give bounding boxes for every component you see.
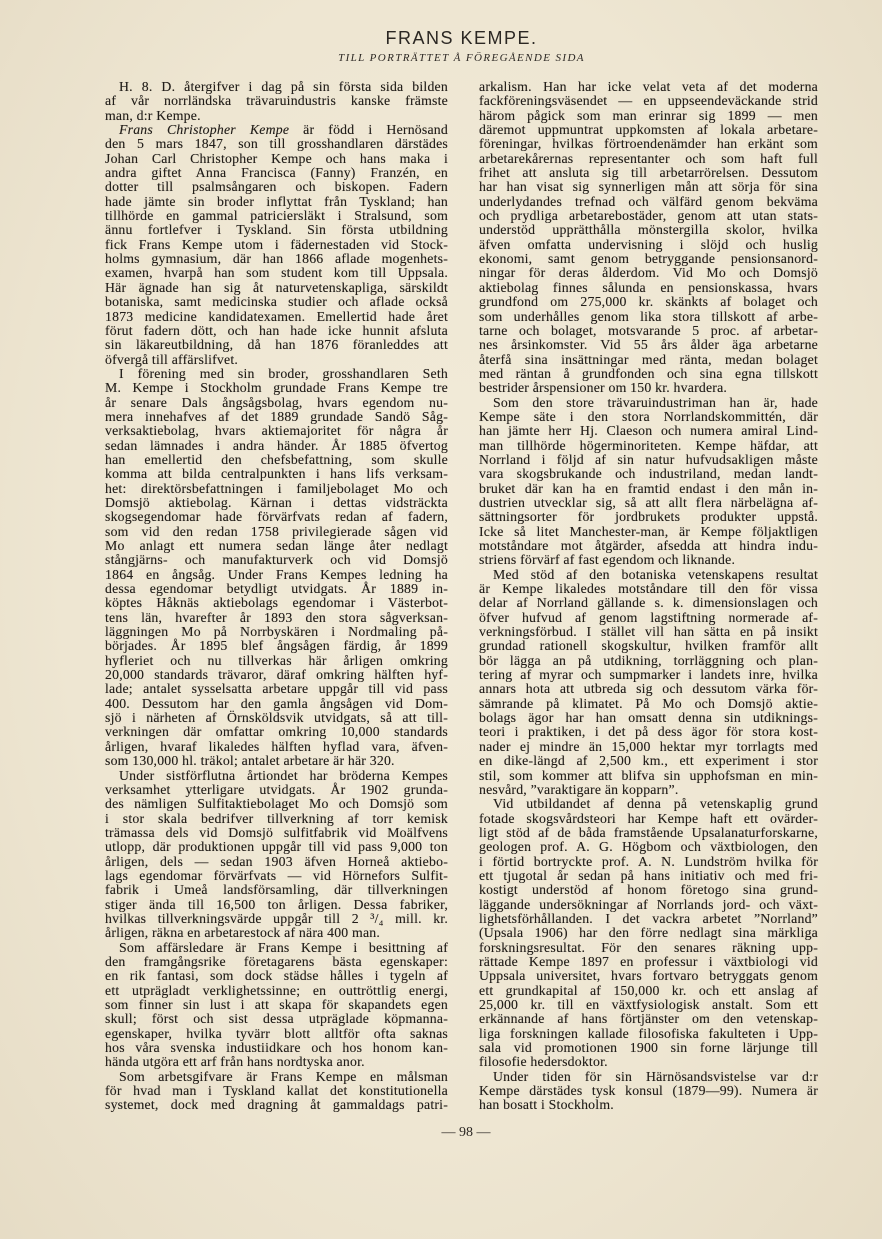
article-line: Under tiden för sin Härnösandsvistelse var d:r: [493, 1068, 818, 1084]
article-line: börjades. År 1895 blef ångsågen färdig, år 1899: [105, 638, 448, 654]
article-line: som 130,000 hl. träkol; antalet arbetare är här 320.: [105, 753, 395, 769]
article-line: föreningar, hvilkas förtroendenämder han erkänt som: [479, 136, 818, 152]
article-line: Med stöd af den botaniska vetenskapens resultat: [493, 566, 818, 582]
article-line: återfå sina insättningar med ränta, medan bolaget: [479, 351, 818, 367]
article-line: tens län, hvarefter år 1893 den stora sågverksan-: [105, 609, 448, 625]
article-line: årligen, hvaraf likaledes hälften hyflad vara, äfven-: [105, 738, 448, 754]
article-line: egenskaper, hvilka tyvärr blott alltför ofta saknas: [105, 1025, 448, 1041]
article-line: hända utgöra ett arf från hans nordtyska anor.: [105, 1054, 365, 1070]
article-line: striens förvärf af fast egendom och liknande.: [479, 552, 736, 568]
article-line: i förtid bortryckte prof. A. N. Lundström hvilka för: [479, 853, 818, 869]
article-line: het: direktörsbefattningen i familjebolaget Mo och: [105, 480, 448, 496]
article-line: och prydliga arbetarebostäder, genom att utan stats-: [479, 208, 818, 224]
article-line: härom pågick som man erinrar sig 1899 — men: [479, 107, 818, 123]
article-line: grundfond om 275,000 kr. skänkts af bolaget och: [479, 294, 818, 310]
article-line: Uppsala universitet, hvars fortvaro betryggats genom: [479, 968, 818, 984]
article-line: sämrande på klimatet. På Mo och Domsjö aktie-: [479, 695, 818, 711]
article-line: har han visat sig synnerligen mån att sörja för sina: [479, 179, 818, 195]
article-line: i stor skala bedrifver tillverkning af torr kemisk: [105, 810, 448, 826]
article-title: FRANS KEMPE.: [385, 28, 538, 48]
article-line: frihet att ansluta sig till arbetarrörelsen. Dessutom: [479, 165, 818, 181]
article-line: vara skogsbrukande och industriland, medan landt-: [479, 466, 818, 482]
article-line: läggande undersökningar af Norrlands jord- och växt-: [479, 896, 818, 912]
article-line: läggningen Mo på Norrbyskären i Nordmaling på-: [105, 624, 448, 640]
article-line: år senare Dals ångsågsbolag, hvars egendom nu-: [105, 394, 448, 410]
article-line: sättningsorter för jordbrukets produkter uppstå.: [479, 509, 818, 525]
article-line: man tillhörde högerminoriteten. Kempe häfdar, att: [479, 437, 818, 453]
article-line: fick Frans Kempe utom i fädernestaden vid Stock-: [105, 236, 448, 252]
article-line: Icke så litet Manchester-man, är Kempe följaktligen: [479, 523, 818, 539]
article-line: öfvergå till affärslifvet.: [105, 351, 239, 367]
article-line: äfven omfatta undervisning i slöjd och huslig: [479, 236, 818, 252]
article-line: erkännande af hans förtjänster om den vetenskap-: [479, 1011, 818, 1027]
article-line: lags egendomar förvärfvats — vid Hörnefors Sulfit-: [105, 867, 448, 883]
article-line: en dike-längd af 2,500 km., ett experiment i stor: [479, 753, 818, 769]
article-line: sedan lämnades i andra händer. År 1885 öfvertog: [105, 437, 448, 453]
article-line: annars hota att utbreda sig och dessutom värka för-: [479, 681, 818, 697]
article-line: Vid utbildandet af denna på vetenskaplig grund: [493, 796, 818, 812]
article-line: mera innehafves af det 1889 grundade Sandö Såg-: [105, 408, 448, 424]
article-line: (Upsala 1906) har den förre nedlagt sina märkliga: [479, 925, 818, 941]
article-line: verksaktiebolag, hvars aktiemajoritet för några år: [105, 423, 448, 439]
article-line: fabrik i Umeå landsförsamling, där tillverkningen: [105, 882, 448, 898]
article-line: grundad rationell skogskultur, hvilken framför allt: [479, 638, 818, 654]
article-line: lighetsförhållanden. I det vackra arbetet ”Norrland”: [479, 910, 818, 926]
article-line: Johan Carl Christopher Kempe och hans maka i: [105, 150, 448, 166]
article-line: ligt stöd af de båda framstående Upsalanaturforskarne,: [479, 824, 818, 840]
article-line: den framgångsrike företagarens bästa egenskaper:: [105, 953, 448, 969]
article-line: han bosatt i Stockholm.: [479, 1097, 614, 1113]
article-line: delar af Norrland gällande s. k. dimensionslagen och: [479, 595, 818, 611]
article-line: ett grundkapital af 150,000 kr. och ett anslag af: [479, 982, 818, 998]
article-line: I förening med sin broder, grosshandlaren Seth: [119, 365, 448, 381]
article-line: förut fadern dött, och han hade icke hunnit afsluta: [105, 322, 448, 338]
article-line: kostigt understöd af honom företogo sina grund-: [479, 882, 818, 898]
article-line: Mo anlagt ett numera sedan länge åter nedlagt: [105, 538, 448, 553]
right-column: [479, 80, 818, 1113]
article-line: H. 8. D. återgifver i dag på sin första sida bilden: [119, 79, 448, 94]
article-line: lade; antalet sysselsatta arbetare uppgår till vid pass: [105, 681, 448, 697]
article-line: dustrien utvecklar sig, så att allt flera närbelägna af-: [479, 494, 818, 510]
article-line: 1864 en ångsåg. Under Frans Kempes ledning ha: [105, 566, 448, 582]
article-line: af vår norrländska trävaruindustris kanske främste: [105, 93, 448, 109]
article-line: bestrider årspensioner om 150 kr. hvardera.: [479, 380, 728, 396]
article-line: skogsegendomar hade förvärfvats redan af fadern,: [105, 509, 448, 525]
article-line: examen, hvarpå han som student kom till Uppsala.: [105, 265, 448, 281]
subject-name: Frans Christopher Kempe: [119, 122, 290, 138]
article-line: öfver hufvud af genom lagstiftning normerade af-: [479, 609, 818, 625]
article-line: Här ägnade han sig åt naturvetenskapliga, särskildt: [105, 279, 448, 295]
article-line: årligen, dels — sedan 1903 äfven Horneå aktiebo-: [105, 853, 448, 869]
article-line: Som arbetsgifvare är Frans Kempe en målsman: [119, 1068, 448, 1084]
article-line: nader ej mindre än 15,000 hektar myr torrlagts med: [479, 738, 818, 754]
article-line: Domsjö aktiebolag. Kärnan i dettas vidsträckta: [105, 494, 448, 510]
article-line: [105, 123, 448, 137]
article-line: Norrland i följd af sin natur hufvudsakligen måste: [479, 451, 818, 467]
article-line: fackföreningsväsendet — en uppseendeväckande strid: [479, 93, 818, 109]
article-line: ett utprägladt verklighetssinne; en outtröttlig energi,: [105, 982, 448, 998]
article-line: en rik fantasi, som dock städse hålles i tygeln af: [105, 968, 448, 984]
article-line: komma att bilda centralpunkten i hans lifs verksam-: [105, 466, 448, 482]
article-line: verkningen där omfattar omkring 10,000 standards: [105, 724, 448, 740]
article-line: forskningsresultat. För den senares räkning upp-: [479, 939, 818, 955]
article-line: geologen prof. A. G. Högbom och växtbiologen, den: [479, 839, 818, 855]
article-line: ekonomi, samt genom betryggande pensionsanord-: [479, 251, 818, 267]
article-line: årligen, räkna en arbetarestock af nära 400 man.: [105, 925, 381, 941]
article-line: bör lägga an på utdikning, torrläggning och plan-: [479, 652, 818, 668]
article-line: des nämligen Sulfitaktiebolaget Mo och Domsjö som: [105, 796, 448, 812]
article-line: sin läkareutbildning, då han 1876 föranleddes att: [105, 337, 448, 353]
article-line: holms gymnasium, där han 1866 aflade mogenhets-: [105, 251, 448, 267]
article-line: fotade skogsvårdsteori har Kempe haft ett ovärder-: [479, 810, 818, 826]
article-line: däremot uppmuntrat uppkomsten af lokala arbetare-: [479, 122, 818, 138]
article-line: verkningsförbud. I stället vill han sätta en på insikt: [479, 624, 818, 640]
article-line: köptes Håknäs aktiebolags egendomar i Västerbot-: [105, 595, 448, 611]
page-number: — 98 —: [441, 1125, 491, 1140]
article-line: systemet, dock med dragning åt gammaldags patri-: [105, 1097, 448, 1113]
article-line: arkalism. Han har icke velat veta af det moderna: [479, 79, 818, 94]
article-line: dotter till psalmsångaren och biskopen. Fadern: [105, 179, 448, 195]
article-line: ningar för deras ålderdom. Vid Mo och Domsjö: [479, 265, 818, 281]
article-line: ett tjugotal år sedan på hans initiativ och med fri-: [479, 867, 818, 883]
article-line: teori i praktiken, i det på dess ägor för stora kost-: [479, 724, 818, 740]
article-line: utlopp, där produktionen uppgår till vid pass 9,000 ton: [105, 839, 448, 855]
line-text: är född i Hernösand: [289, 122, 448, 138]
article-subtitle: TILL PORTRÄTTET Å FÖREGÅENDE SIDA: [338, 52, 585, 64]
article-line: aktiebolag finnes sålunda en pensionskassa, hvars: [479, 279, 818, 295]
article-line: sjö i närheten af Örnsköldsvik utvidgats, så att till-: [105, 710, 448, 726]
article-line: med räntan å grundfonden och sina egna tillskott: [479, 365, 818, 381]
article-line: ännu fortlefver i Tyskland. Sin första utbildning: [105, 222, 448, 238]
article-line: för hvad man i Tyskland kallat det konstitutionella: [105, 1083, 448, 1099]
article-line: hyfleriet och nu tillverkas här årligen omkring: [105, 652, 448, 668]
article-line: han jämte herr Hj. Claeson och numera amiral Lind-: [479, 423, 818, 439]
article-line: tillhörde en gammal patriciersläkt i Stralsund, som: [105, 208, 448, 224]
article-line: botaniska, samt medicinska studier och aflade också: [105, 294, 448, 310]
article-line: som underhålles genom lika stora tillskott af arbe-: [479, 308, 818, 324]
article-line: 20,000 standards trävaror, däraf omkring hälften hyf-: [105, 667, 448, 683]
article-line: arbetarekårernas representanter och som haft full: [479, 150, 818, 166]
article-line: är Kempe likaledes motståndare till den för vissa: [479, 581, 818, 597]
article-line: stångjärns- och manufakturverk och vid Domsjö: [105, 552, 448, 568]
article-line: man, d:r Kempe.: [105, 107, 201, 123]
article-line: tering af myrar och sumpmarker i landets inre, hvilka: [479, 667, 818, 683]
article-line: 1873 medicine kandidatexamen. Emellertid hade året: [105, 308, 448, 324]
article-line: nesvård, ”varaktigare än kopparn”.: [479, 781, 679, 797]
article-line: skull; först och sist dessa utpräglade köpmanna-: [105, 1011, 448, 1027]
article-line: som finner sin lust i att skapa för skapandets egen: [105, 997, 448, 1012]
article-line: filosofie hedersdoktor.: [479, 1054, 608, 1070]
article-line: nes årsinkomster. Vid 55 års ålder äga arbetarne: [479, 337, 818, 353]
article-line: hos våra svenska industiidkare och hos honom kan-: [105, 1040, 448, 1056]
article-line: hvilkas tillverkningsvärde uppgår till 2 ³/₄ mill. kr.: [105, 910, 448, 926]
article-line: M. Kempe i Stockholm grundade Frans Kempe tre: [105, 380, 448, 396]
article-line: understöd upprätthålla mönstergilla skolor, hvilka: [479, 222, 818, 238]
article-line: rättade Kempe 1897 en professur i växtbiologi vid: [479, 953, 818, 969]
article-line: 25,000 kr. till en växtfysiologisk anstalt. Som ett: [479, 997, 818, 1012]
left-column: [105, 80, 448, 1113]
article-line: bolags ägor har han omsatt denna sin utdiknings-: [479, 710, 818, 726]
article-line: hade jämte sin broder inflyttat från Tyskland; han: [105, 193, 448, 209]
article-line: liga forskningen kallade filosofiska fakulteten i Upp-: [479, 1025, 818, 1041]
article-line: andra giftet Anna Francisca (Fanny) Franzén, en: [105, 165, 448, 181]
article-line: stiger ända till 16,500 ton årligen. Dessa fabriker,: [105, 896, 448, 912]
article-line: han emellertid den chefsbefattning, som skulle: [105, 451, 448, 467]
article-line: tarne och bolaget, motsvarande 5 proc. af arbetar-: [479, 322, 818, 338]
article-line: trämassa dels vid Domsjö sulfitfabrik vid Moälfvens: [105, 824, 448, 840]
article-line: dessa egendomar betydligt utvidgats. År 1889 in-: [105, 581, 448, 597]
article-line: stil, som kommer att blifva sin upphofsman en min-: [479, 767, 818, 783]
article-line: den 5 mars 1847, son till grosshandlaren därstädes: [105, 136, 448, 152]
article-line: Kempe därstädes tysk konsul (1879—99). Numera är: [479, 1083, 818, 1099]
article-line: sala vid promotionen 1900 sin forne lärjunge till: [479, 1040, 818, 1056]
article-line: verksamhet ytterligare utvidgats. År 1902 grunda-: [105, 781, 448, 797]
article-line: Som den store trävaruindustriman han är, hade: [493, 394, 818, 410]
article-line: Under sistförflutna årtiondet har bröderna Kempes: [119, 767, 448, 783]
article-line: Kempe säte i den stora Norrlandskommittén, där: [479, 408, 818, 424]
article-line: som vid den redan 1758 privilegierade sågen vid: [105, 523, 448, 539]
article-line: underlydandes trefnad och välfärd genom bekväma: [479, 193, 818, 209]
article-line: 400. Dessutom har den gamla ångsågen vid Dom-: [105, 695, 448, 711]
article-line: motståndare mot åtgärder, afsedda att hindra indu-: [479, 538, 818, 553]
article-line: bruket där kan ha en framtid endast i den mån in-: [479, 480, 818, 496]
article-line: Som affärsledare är Frans Kempe i besittning af: [119, 939, 448, 955]
